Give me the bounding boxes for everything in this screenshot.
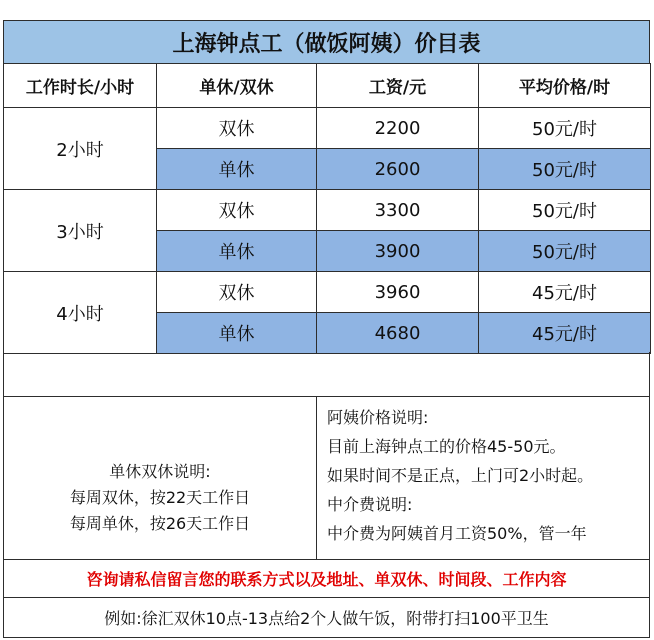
wage-cell: 3900 xyxy=(317,231,479,272)
rest-type-cell: 单休 xyxy=(157,149,317,190)
blank-row xyxy=(3,352,650,396)
price-notes-line: 阿姨价格说明: xyxy=(327,408,429,427)
header-avg-price: 平均价格/时 xyxy=(479,64,651,108)
avg-price-cell: 50元/时 xyxy=(479,231,651,272)
price-notes-line: 中介费为阿姨首月工资50%，管一年 xyxy=(327,524,587,543)
sheet-title: 上海钟点工（做饭阿姨）价目表 xyxy=(3,20,650,64)
contact-notice: 咨询请私信留言您的联系方式以及地址、单双休、时间段、工作内容 xyxy=(3,560,650,598)
table-row xyxy=(4,190,651,231)
avg-price-cell: 45元/时 xyxy=(479,272,651,313)
duration-cell: 3小时 xyxy=(4,190,157,272)
price-notes xyxy=(317,397,649,559)
rest-type-cell: 双休 xyxy=(157,108,317,149)
rest-type-cell: 双休 xyxy=(157,190,317,231)
price-notes-line: 如果时间不是正点，上门可2小时起。 xyxy=(327,466,594,485)
avg-price-cell: 45元/时 xyxy=(479,313,651,354)
wage-cell: 3300 xyxy=(317,190,479,231)
price-notes-line: 中介费说明: xyxy=(327,495,413,514)
header-rest-type: 单休/双休 xyxy=(157,64,317,108)
price-notes-line: 目前上海钟点工的价格45-50元。 xyxy=(327,437,566,456)
wage-cell: 4680 xyxy=(317,313,479,354)
header-wage: 工资/元 xyxy=(317,64,479,108)
avg-price-cell: 50元/时 xyxy=(479,190,651,231)
avg-price-cell: 50元/时 xyxy=(479,149,651,190)
wage-cell: 3960 xyxy=(317,272,479,313)
duration-cell: 2小时 xyxy=(4,108,157,190)
header-row xyxy=(4,64,651,108)
duration-cell: 4小时 xyxy=(4,272,157,354)
wage-cell: 2200 xyxy=(317,108,479,149)
rest-type-cell: 双休 xyxy=(157,272,317,313)
example-note: 例如:徐汇双休10点-13点给2个人做午饭，附带打扫100平卫生 xyxy=(3,598,650,638)
rest-type-notes xyxy=(4,397,317,559)
table-row xyxy=(4,272,651,313)
rest-notes-heading: 单休双休说明: xyxy=(109,462,211,481)
rest-type-cell: 单休 xyxy=(157,231,317,272)
table-row xyxy=(4,108,651,149)
notes-section xyxy=(3,396,650,560)
rest-notes-line: 每周单休，按26天工作日 xyxy=(69,514,251,533)
rest-notes-line: 每周双休，按22天工作日 xyxy=(69,488,251,507)
header-duration: 工作时长/小时 xyxy=(4,64,157,108)
avg-price-cell: 50元/时 xyxy=(479,108,651,149)
price-table xyxy=(3,63,651,354)
wage-cell: 2600 xyxy=(317,149,479,190)
rest-type-cell: 单休 xyxy=(157,313,317,354)
